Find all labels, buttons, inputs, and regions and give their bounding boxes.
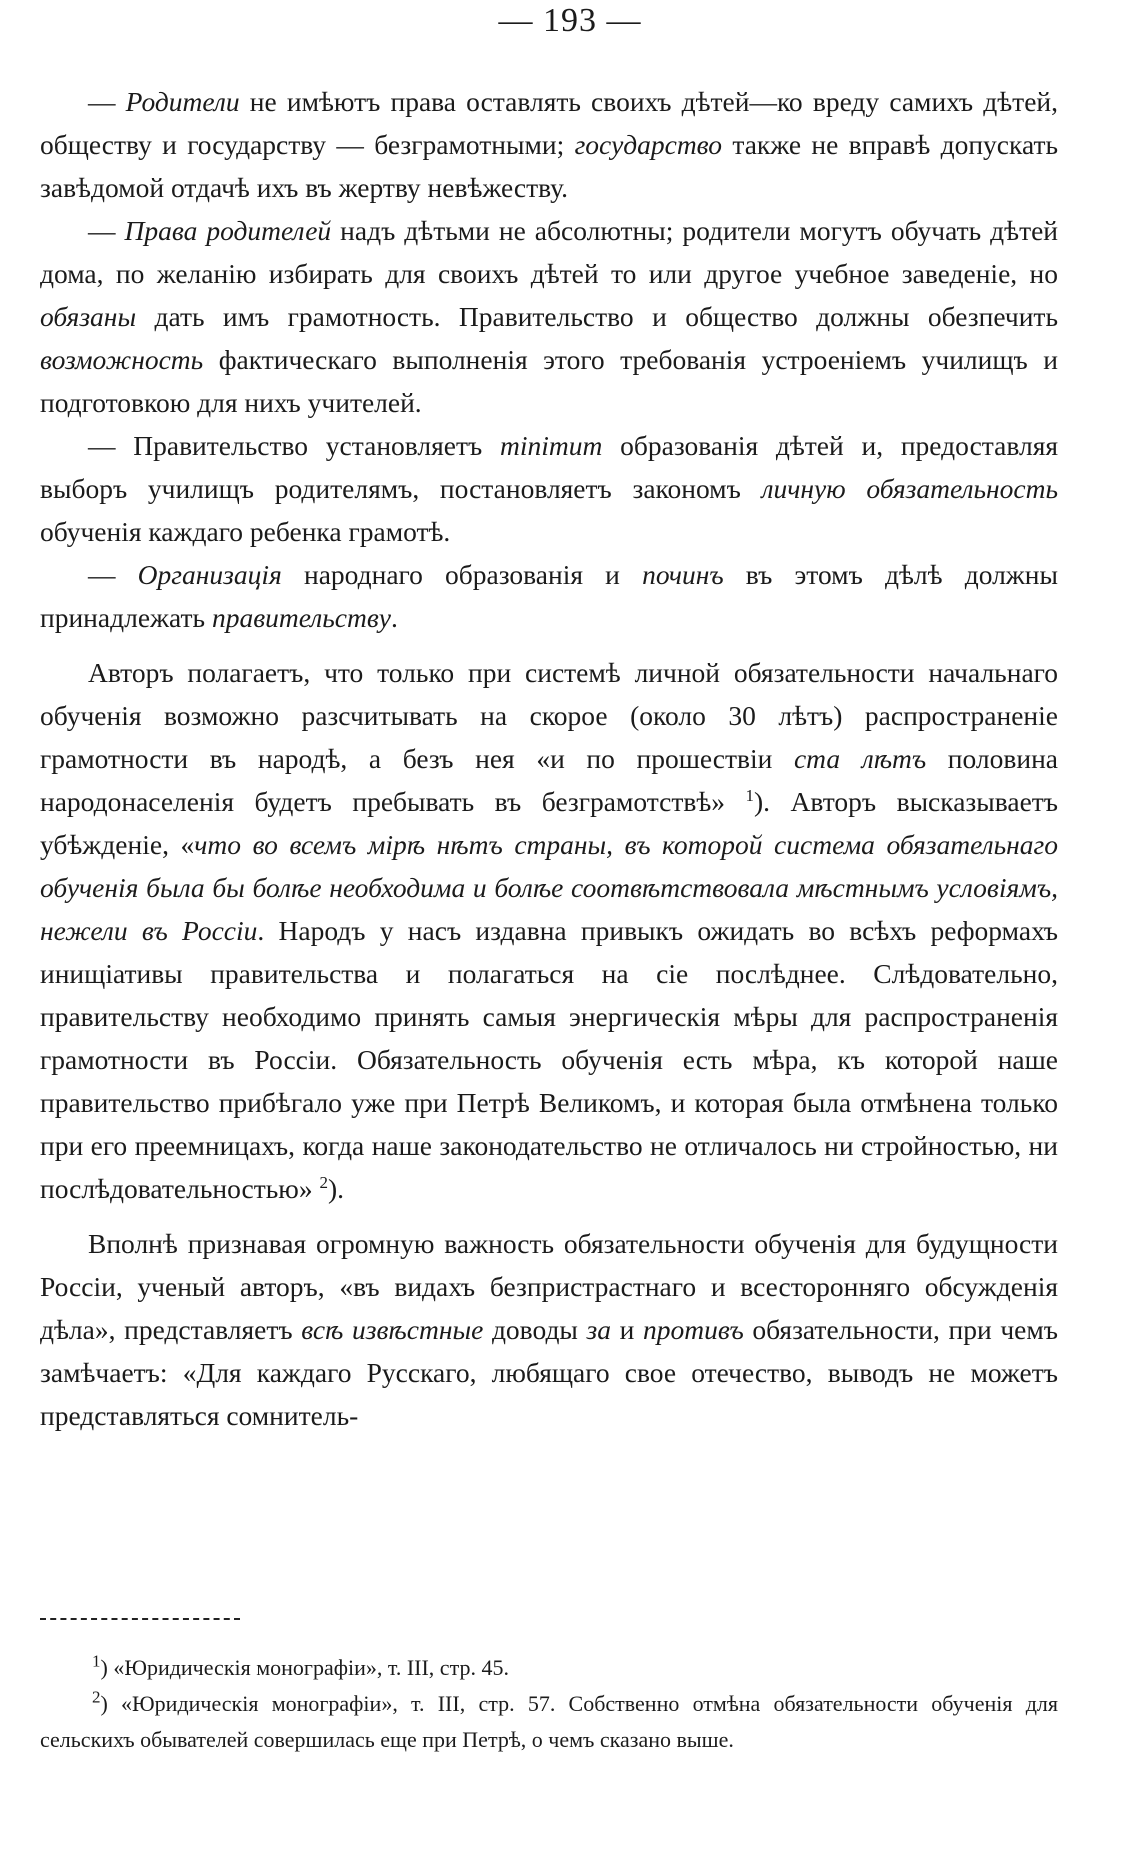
text-segment: ). <box>327 1173 344 1204</box>
text-segment: дать имъ грамотность. Правительство и общество должны обезпечить <box>136 301 1058 332</box>
text-segment: — <box>88 215 125 246</box>
emphasized-text: возможность <box>40 344 204 375</box>
text-segment: Вполнѣ признавая огромную важность обязательности обученія для будущности Россіи, ученый авторъ, «въ видахъ безпристрастнаго и всесторонняго обсужденія дѣла», представляетъ <box>40 1228 1058 1345</box>
emphasized-text: починъ <box>642 559 724 590</box>
footnote-marker: 2 <box>92 1687 101 1707</box>
text-segment: доводы <box>483 1314 587 1345</box>
emphasized-text: правительству <box>211 602 392 633</box>
paragraph-author-argument <box>40 651 1058 1210</box>
emphasized-text: обязаны <box>40 301 137 332</box>
text-segment: и <box>611 1314 644 1345</box>
paragraph-limits-of-parental-rights <box>40 209 1058 424</box>
text-segment: народнаго образованія и <box>281 559 643 590</box>
emphasized-text: ста лѣтъ <box>793 743 927 774</box>
emphasized-text: государство <box>574 129 723 160</box>
footnote-text: ) «Юридическія монографіи», т. III, стр. 45. <box>100 1655 509 1680</box>
footnote-reference: 2 <box>319 1172 328 1192</box>
footnote-marker: 1 <box>92 1651 101 1671</box>
paragraph-arguments-for-against <box>40 1222 1058 1437</box>
emphasized-text: Права родителей <box>124 215 332 246</box>
main-text <box>40 80 1058 1443</box>
paragraph-organization <box>40 553 1058 639</box>
footnote-text: ) «Юридическія монографіи», т. III, стр. 57. Собственно отмѣна обязательности обученія для сельскихъ обывателей совершилась еще при Петрѣ, о чемъ сказано выше. <box>40 1691 1058 1752</box>
paragraph-parental-rights <box>40 80 1058 209</box>
text-segment: въ этомъ дѣлѣ должны принадлежать <box>40 559 1059 633</box>
text-segment: . Народъ у насъ издавна привыкъ ожидать во всѣхъ реформахъ инищіативы правительства и полагаться на сіе послѣднее. Слѣдовательно, правительству необходимо принять самыя энергическія мѣры для распространенія грамотности въ Россіи. Обязательность обученія есть мѣра, къ которой наше правительство прибѣгало уже при Петрѣ Великомъ, и которая была отмѣнена только при его преемницахъ, когда наше законодательство не отличалось ни стройностью, ни послѣдовательностью» <box>40 915 1058 1204</box>
emphasized-text: minimum <box>499 430 603 461</box>
text-segment: половина народонаселенія будетъ пребывать въ безграмотствѣ» <box>40 743 1058 817</box>
emphasized-text: за <box>586 1314 612 1345</box>
text-segment: Авторъ полагаетъ, что только при системѣ личной обязательности начальнаго обученія возможно разсчитывать на скорое (около 30 лѣтъ) распространеніе грамотности въ народѣ, а безъ нея «и по прошествіи <box>40 657 1058 774</box>
text-segment: также не вправѣ допускать завѣдомой отдачѣ ихъ въ жертву невѣжеству. <box>40 129 1058 203</box>
page-number: — 193 — <box>498 2 642 39</box>
footnote-2 <box>40 1686 1058 1758</box>
emphasized-text: Родители <box>125 86 240 117</box>
text-segment: не имѣютъ права оставлять своихъ дѣтей—ко вреду самихъ дѣтей, обществу и государству — безграмотными; <box>40 86 1058 160</box>
text-segment: — <box>88 559 138 590</box>
text-segment: обученія каждаго ребенка грамотѣ. <box>40 516 451 547</box>
emphasized-text: всѣ извѣстные <box>301 1314 484 1345</box>
emphasized-text: что во всемъ мірѣ нѣтъ страны, въ которой система обязательнаго обученія была бы болѣе необходима и болѣе соотвѣтствовала мѣстнымъ условіямъ, нежели въ Россіи <box>40 829 1059 946</box>
text-segment: — <box>88 86 126 117</box>
paragraph-government-minimum <box>40 424 1058 553</box>
text-segment: ). Авторъ высказываетъ убѣжденіе, « <box>40 786 1059 860</box>
emphasized-text: противъ <box>643 1314 744 1345</box>
footnote-1 <box>40 1650 1058 1686</box>
text-segment: . <box>391 602 398 633</box>
footnotes <box>40 1650 1058 1758</box>
text-segment: обязательности, при чемъ замѣчаетъ: «Для каждаго Русскаго, любящаго свое отечество, выводъ не можетъ представляться сомнитель- <box>40 1314 1058 1431</box>
text-segment: образованія дѣтей и, предоставляя выборъ училищъ родителямъ, постановляетъ закономъ <box>40 430 1058 504</box>
text-segment: надъ дѣтьми не абсолютны; родители могутъ обучать дѣтей дома, по желанію избирать для своихъ дѣтей то или другое учебное заведеніе, но <box>40 215 1059 289</box>
emphasized-text: личную обязательность <box>761 473 1058 504</box>
text-segment: фактическаго выполненія этого требованія устроеніемъ училищъ и подготовкою для нихъ учителей. <box>40 344 1058 418</box>
text-segment: — Правительство установляетъ <box>88 430 500 461</box>
emphasized-text: Организація <box>137 559 282 590</box>
footnote-reference: 1 <box>745 785 755 805</box>
footnote-divider <box>40 1618 240 1620</box>
